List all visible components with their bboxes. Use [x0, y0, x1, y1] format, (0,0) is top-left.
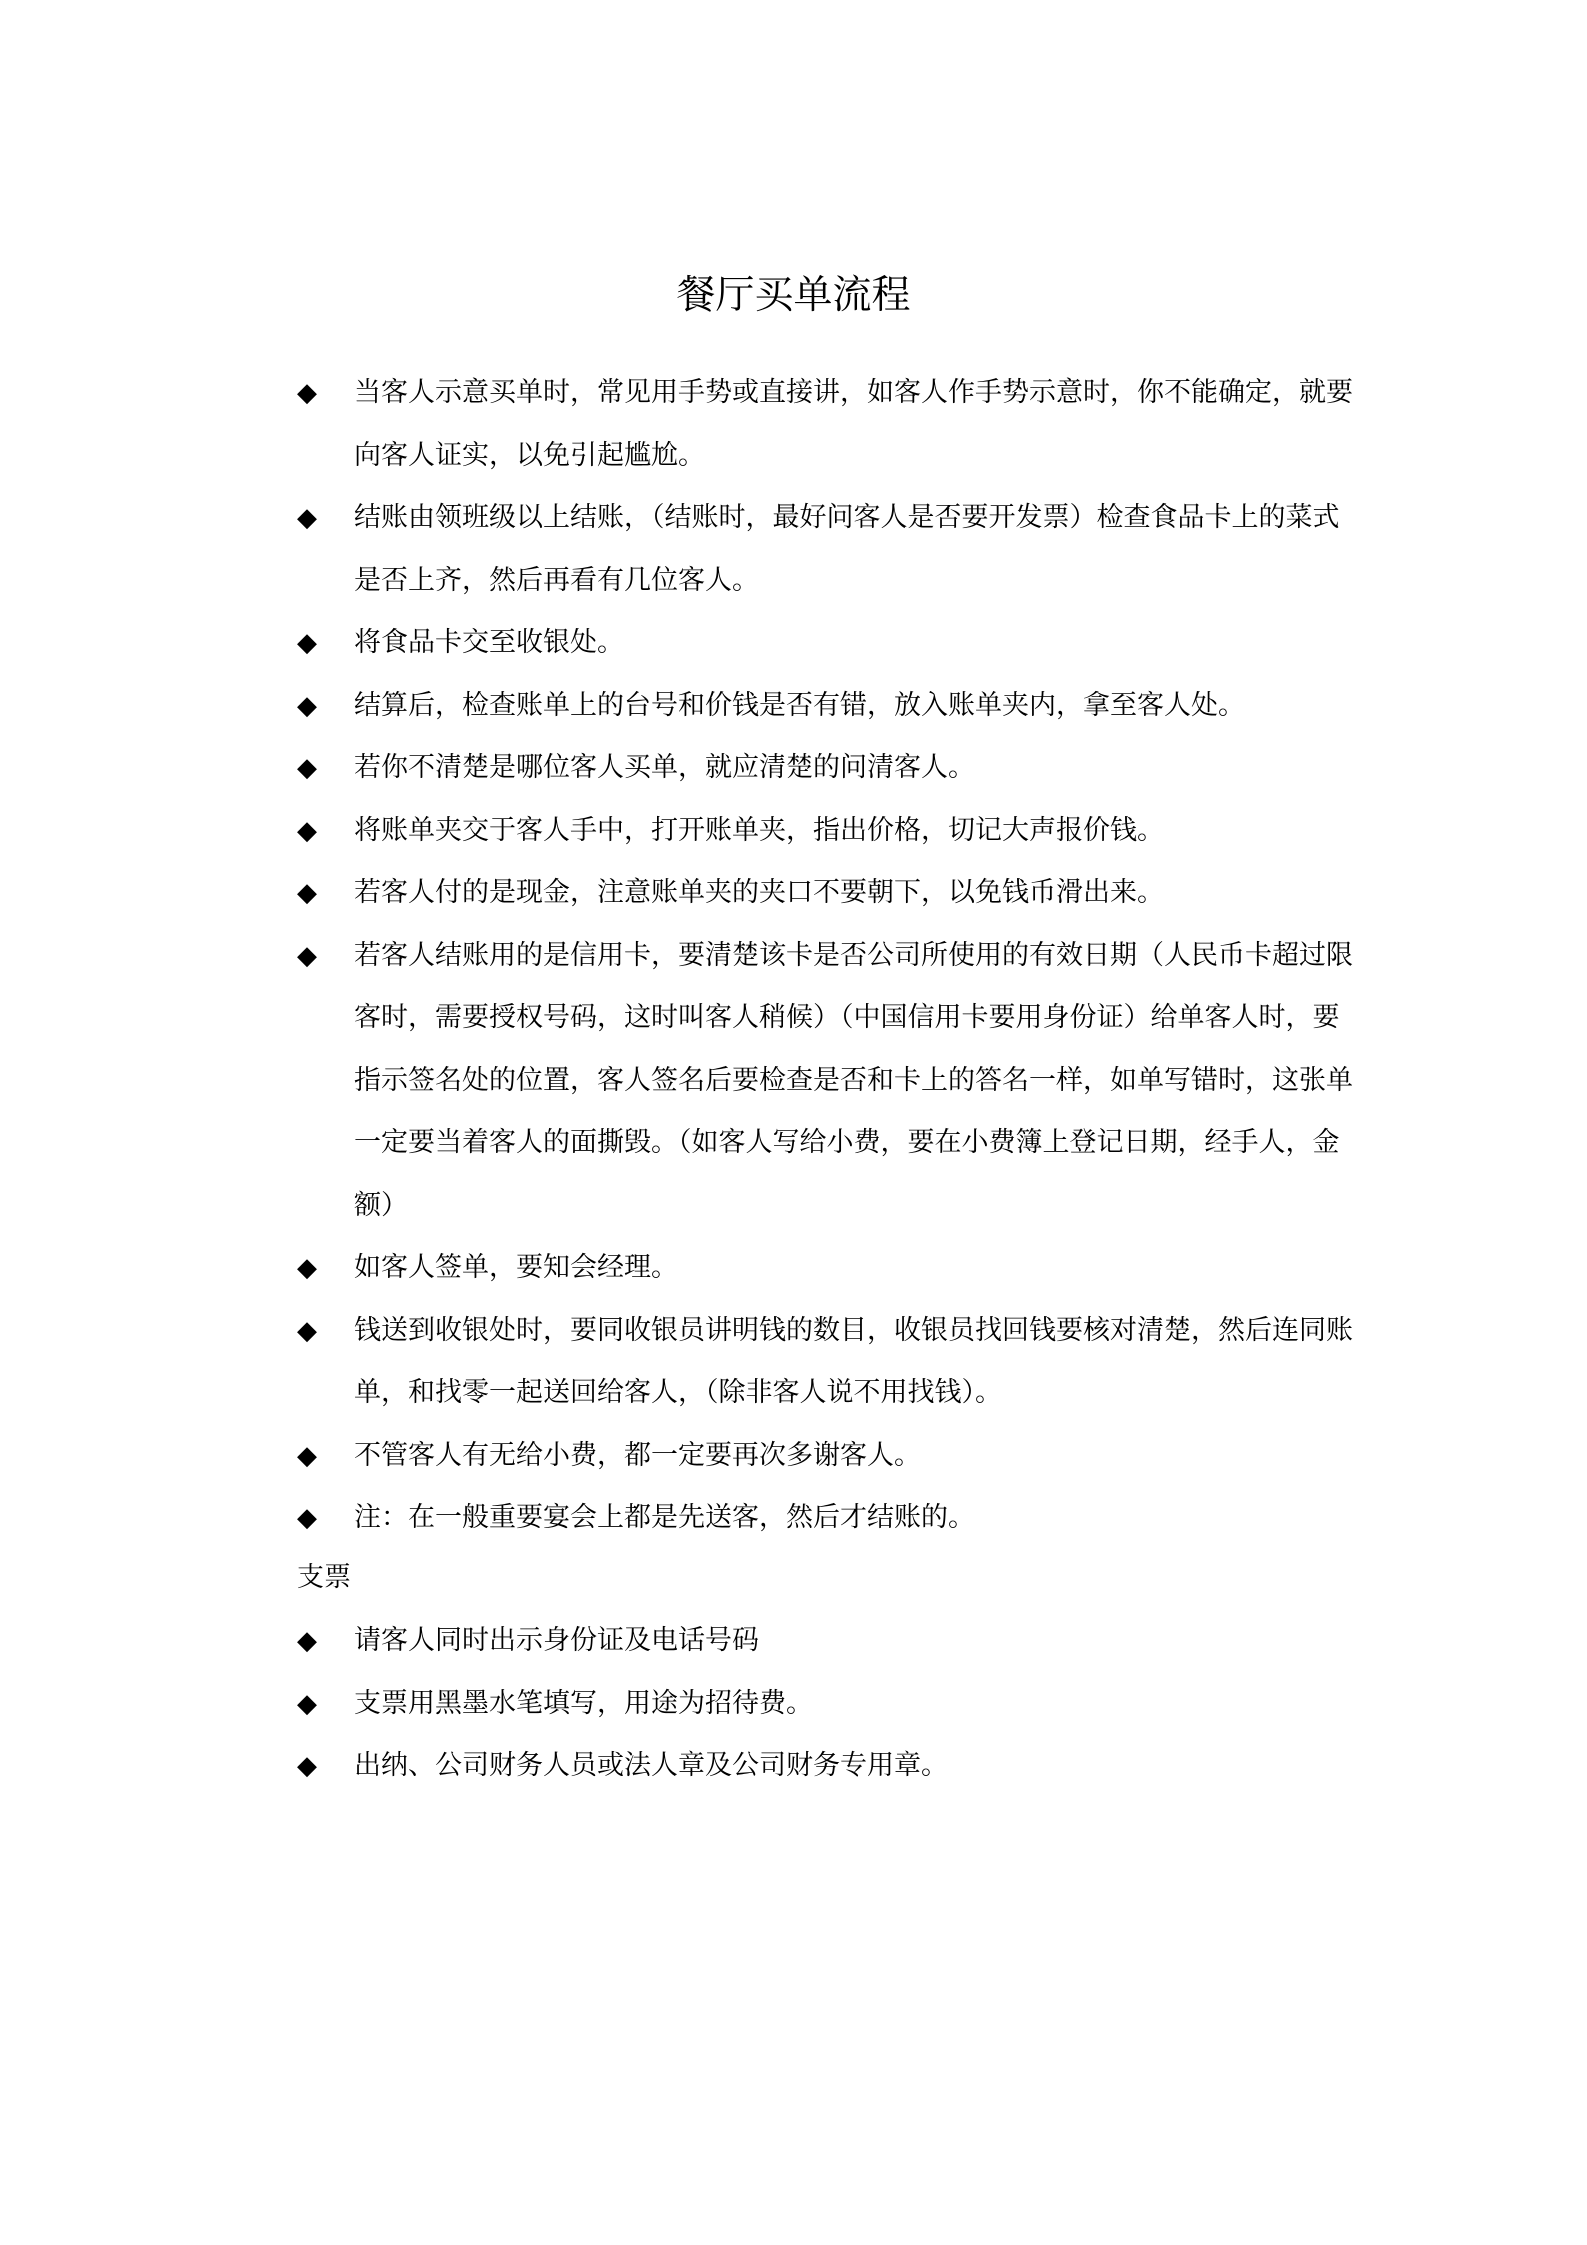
list-item-text: 将账单夹交于客人手中，打开账单夹，指出价格，切记大声报价钱。	[354, 814, 1164, 846]
list-item	[297, 1425, 1357, 1488]
list-item	[297, 862, 1357, 925]
procedure-list	[297, 362, 1357, 1550]
black-diamond-icon: ◆	[297, 753, 317, 783]
list-item	[297, 362, 1357, 487]
list-item-text: 注：在一般重要宴会上都是先送客，然后才结账的。	[354, 1502, 975, 1533]
list-item-text: 当客人示意买单时，常见用手势或直接讲，如客人作手势示意时，你不能确定，就要向客人证实，以免引起尴尬。	[354, 377, 1353, 471]
black-diamond-icon: ◆	[297, 815, 317, 846]
list-item	[297, 737, 1357, 800]
procedure-section	[297, 362, 1357, 1550]
black-diamond-icon: ◆	[297, 878, 317, 908]
black-diamond-icon: ◆	[297, 690, 317, 721]
list-item	[297, 487, 1357, 612]
list-item-text: 不管客人有无给小费，都一定要再次多谢客人。	[354, 1439, 921, 1471]
black-diamond-icon: ◆	[297, 378, 317, 408]
list-item	[297, 1735, 1357, 1798]
list-item-text: 结算后，检查账单上的台号和价钱是否有错，放入账单夹内，拿至客人处。	[354, 689, 1245, 721]
list-item-text: 将食品卡交至收银处。	[354, 627, 624, 658]
list-item-text: 出纳、公司财务人员或法人章及公司财务专用章。	[354, 1750, 948, 1781]
black-diamond-icon: ◆	[297, 1503, 317, 1533]
check-list	[297, 1610, 1357, 1798]
black-diamond-icon: ◆	[297, 1315, 317, 1346]
list-item	[297, 800, 1357, 863]
list-item-text: 钱送到收银处时，要同收银员讲明钱的数目，收银员找回钱要核对清楚，然后连同账单，和找零一起送回给客人，（除非客人说不用找钱）。	[354, 1314, 1353, 1408]
list-item	[297, 1237, 1357, 1300]
black-diamond-icon: ◆	[297, 628, 317, 658]
list-item	[297, 612, 1357, 675]
check-section	[297, 1610, 1357, 1798]
black-diamond-icon: ◆	[297, 503, 317, 533]
list-item	[297, 1610, 1357, 1673]
list-item	[297, 925, 1357, 1238]
black-diamond-icon: ◆	[297, 1626, 317, 1656]
list-item	[297, 1673, 1357, 1736]
list-item-text: 如客人签单，要知会经理。	[354, 1252, 678, 1283]
list-item	[297, 1300, 1357, 1425]
list-item-text: 结账由领班级以上结账，（结账时，最好问客人是否要开发票）检查食品卡上的菜式是否上齐，然后再看有几位客人。	[354, 502, 1340, 596]
black-diamond-icon: ◆	[297, 940, 317, 971]
list-item-text: 请客人同时出示身份证及电话号码	[354, 1625, 759, 1656]
black-diamond-icon: ◆	[297, 1688, 317, 1719]
list-item-text: 若你不清楚是哪位客人买单，就应清楚的问清客人。	[354, 752, 975, 783]
list-item	[297, 675, 1357, 738]
list-item-text: 若客人付的是现金，注意账单夹的夹口不要朝下，以免钱币滑出来。	[354, 877, 1164, 908]
list-item-text: 支票用黑墨水笔填写，用途为招待费。	[354, 1687, 813, 1719]
check-section-heading: 支票	[297, 1562, 351, 1593]
list-item	[297, 1487, 1357, 1550]
black-diamond-icon: ◆	[297, 1751, 317, 1781]
document-title: 餐厅买单流程	[676, 273, 911, 318]
black-diamond-icon: ◆	[297, 1253, 317, 1283]
list-item-text: 若客人结账用的是信用卡，要清楚该卡是否公司所使用的有效日期（人民币卡超过限客时，需要授权号码，这时叫客人稍候）（中国信用卡要用身份证）给单客人时，要指示签名处的位置，客人签名后要检查是否和卡上的答名一样，如单写错时，这张单一定要当着客人的面撕毁。（如客人写给小费，要在小费簿上登记日期，经手人，金额）	[354, 939, 1353, 1221]
black-diamond-icon: ◆	[297, 1440, 317, 1471]
